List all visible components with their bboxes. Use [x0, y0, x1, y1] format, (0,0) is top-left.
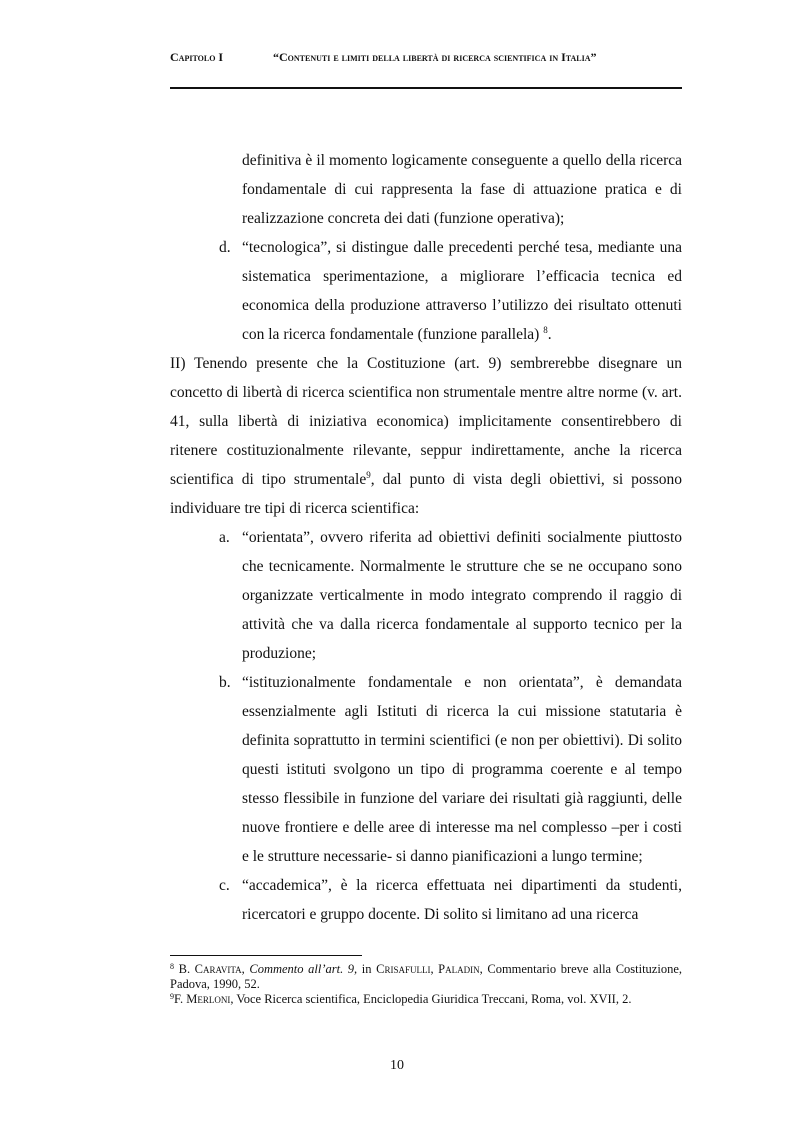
list-label: a.	[219, 529, 230, 546]
list-text: “orientata”, ovvero riferita ad obiettivi definiti socialmente piuttosto che tecnicamente. Normalmente le strutture che se ne occupano sono organizzate verticalmente in modo integrato comprendo il raggio di attività che va dalla ricerca fondamentale al supporto tecnico per la produzione;	[242, 529, 682, 662]
punctuation: .	[547, 326, 552, 343]
list-types-1	[170, 233, 682, 349]
footnote-ref-8[interactable]: 8	[543, 325, 548, 335]
footnote-9	[170, 992, 682, 1007]
footnote-author: B. Caravita	[178, 962, 242, 976]
footnote-8	[170, 962, 682, 992]
chapter-label: Capitolo I	[170, 50, 224, 64]
footnote-text: , Commentario breve alla Costituzione, Padova, 1990, 52.	[170, 962, 683, 991]
list-types-2	[170, 523, 682, 929]
list-label: d.	[219, 239, 231, 256]
list-item-c	[170, 871, 682, 929]
list-text: “accademica”, è la ricerca effettuata nei dipartimenti da studenti, ricercatori e gruppo docente. Di solito si limitano ad una ricerca	[242, 877, 682, 923]
paragraph-text-cont: , dal punto di vista degli obiettivi, si possono individuare tre tipi di ricerca scientifica:	[170, 471, 682, 517]
footnote-number: 9	[170, 992, 174, 1001]
list-label: c.	[219, 877, 230, 894]
list-item-d	[170, 233, 682, 349]
header-rule	[170, 87, 682, 89]
footnote-work: Commento all’art. 9,	[249, 962, 358, 976]
paragraph-ii	[170, 349, 682, 523]
list-item-b	[170, 668, 682, 871]
footnote-author: F. Merloni	[174, 992, 231, 1006]
chapter-title: “Contenuti e limiti della libertà di ricerca scientifica in Italia”	[273, 50, 597, 64]
footnote-sep: in	[357, 962, 377, 976]
page-body	[170, 146, 682, 929]
list-text: “istituzionalmente fondamentale e non orientata”, è demandata essenzialmente agli Istituti di ricerca la cui missione statutaria è definita soprattutto in termini scientifici (e non per obiettivi). Di solito questi istituti svolgono un tipo di programma coerente e al tempo stesso flessibile in funzione del variare dei risultati già raggiunti, delle nuove frontiere e delle aree di interesse ma nel complesso –per i costi e le strutture necessarie- si danno pianificazioni a lungo termine;	[242, 674, 682, 865]
paragraph-text: II) Tenendo presente che la Costituzione (art. 9) sembrerebbe disegnare un concetto di libertà di ricerca scientifica non strumentale mentre altre norme (v. art. 41, sulla libertà di iniziativa economica) implicitamente consentirebbero di ritenere costituzionalmente rilevante, seppur indirettamente, anche la ricerca scientifica di tipo strumentale	[170, 355, 682, 488]
footnotes	[170, 962, 682, 1007]
running-header	[170, 50, 682, 65]
footnote-sep: ,	[241, 962, 250, 976]
continuation-text: definitiva è il momento logicamente conseguente a quello della ricerca fondamentale di cui rappresenta la fase di attuazione pratica e di realizzazione concreta dei dati (funzione operativa);	[242, 152, 682, 227]
footnote-text: , Voce Ricerca scientifica, Enciclopedia Giuridica Treccani, Roma, vol. XVII, 2.	[230, 992, 632, 1006]
page-number: 10	[390, 1058, 404, 1073]
list-text: “tecnologica”, si distingue dalle precedenti perché tesa, mediante una sistematica sperimentazione, a migliorare l’efficacia tecnica ed economica della produzione attraverso l’utilizzo dei risultato ottenuti con la ricerca fondamentale (funzione parallela)	[242, 239, 682, 343]
footnote-ref-9[interactable]: 9	[366, 470, 371, 480]
footnote-rule	[170, 955, 362, 956]
list-item-a	[170, 523, 682, 668]
list-continuation	[170, 146, 682, 233]
list-label: b.	[219, 674, 231, 691]
footnote-editors: Crisafulli, Paladin	[376, 962, 480, 976]
footnote-number: 8	[170, 962, 174, 971]
